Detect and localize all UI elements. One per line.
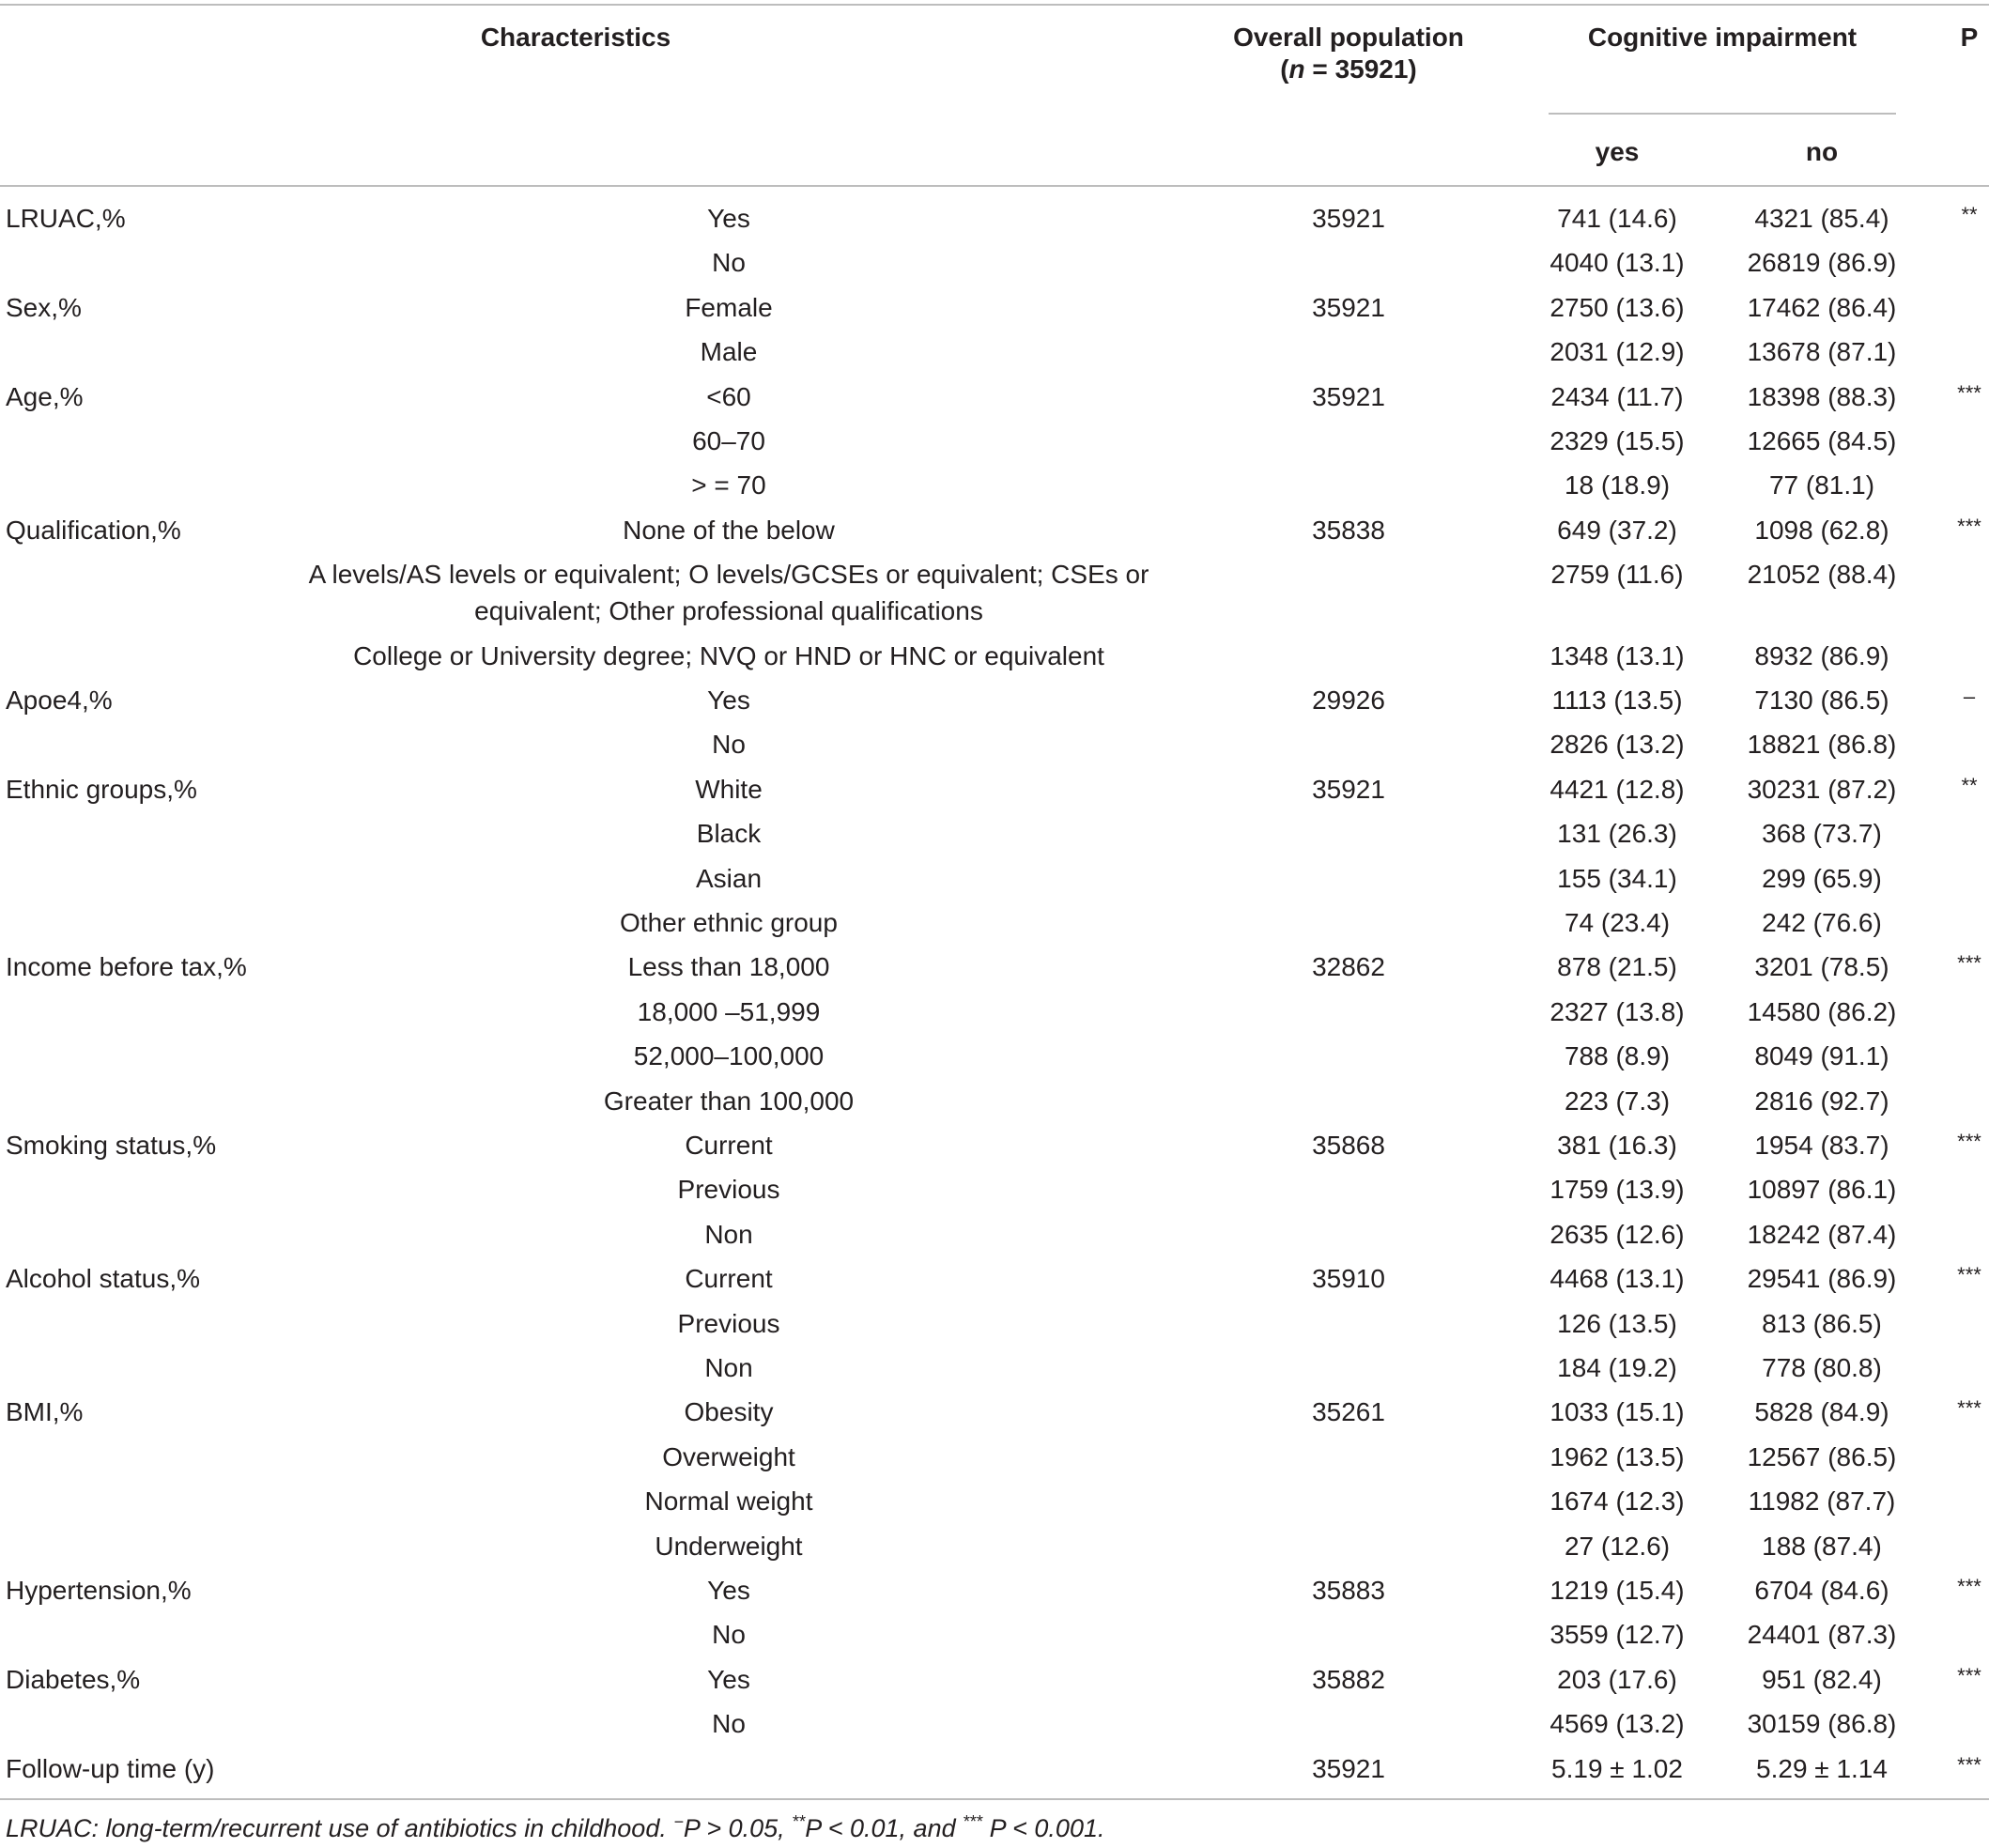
table-footnote <box>6 1812 1104 1844</box>
row-category-label: Current <box>685 1131 773 1160</box>
row-category-label: Current <box>685 1264 773 1293</box>
footnote-text-2: P > 0.05, <box>683 1814 793 1842</box>
row-category-label: Less than 18,000 <box>627 952 830 981</box>
row-category-label: No <box>712 1709 746 1738</box>
row-category-label: Obesity <box>684 1397 774 1426</box>
row-category-label: No <box>712 248 746 277</box>
row-yes-value: 1674 (12.3) <box>1550 1486 1685 1516</box>
row-no-value: 12567 (86.5) <box>1747 1442 1897 1471</box>
row-no-value: 299 (65.9) <box>1762 864 1882 893</box>
row-p-value: *** <box>1957 1664 1981 1687</box>
row-category-label: Non <box>704 1353 753 1382</box>
row-category-label: College or University degree; NVQ or HND or HNC or equivalent <box>353 641 1104 670</box>
row-category-label: Overweight <box>662 1442 795 1471</box>
row-variable-label: Age,% <box>6 382 84 411</box>
row-category-label: Other ethnic group <box>620 908 838 937</box>
row-category-label: 18,000 –51,999 <box>637 997 821 1026</box>
row-no-value: 1954 (83.7) <box>1754 1131 1889 1160</box>
row-p-value: *** <box>1957 1396 1981 1420</box>
row-yes-value: 18 (18.9) <box>1564 470 1671 500</box>
row-p-value: *** <box>1957 1753 1981 1777</box>
footnote-text-4: P < 0.001. <box>982 1814 1105 1842</box>
row-overall-value: 32862 <box>1312 952 1385 981</box>
row-category-label: No <box>712 730 746 759</box>
row-no-value: 18242 (87.4) <box>1747 1220 1897 1249</box>
row-variable-label: Smoking status,% <box>6 1131 217 1160</box>
row-category-label: Black <box>696 819 762 848</box>
row-variable-label: Sex,% <box>6 293 82 322</box>
row-yes-value: 2826 (13.2) <box>1550 730 1685 759</box>
row-overall-value: 35882 <box>1312 1665 1385 1694</box>
row-overall-value: 35921 <box>1312 775 1385 804</box>
row-p-value: ** <box>1961 203 1978 226</box>
header-overall-n-suffix: = 35921) <box>1304 54 1417 84</box>
row-overall-value: 35921 <box>1312 293 1385 322</box>
header-overall-line1: Overall population <box>1233 23 1464 52</box>
row-no-value: 951 (82.4) <box>1762 1665 1882 1694</box>
row-p-value: *** <box>1957 1130 1981 1153</box>
row-category-label: 60–70 <box>692 426 765 455</box>
footnote-text-1: LRUAC: long-term/recurrent use of antibiotics in childhood. <box>6 1814 674 1842</box>
row-overall-value: 35921 <box>1312 382 1385 411</box>
row-yes-value: 1219 (15.4) <box>1550 1576 1685 1605</box>
row-yes-value: 2031 (12.9) <box>1550 337 1685 366</box>
header-overall-population <box>1161 22 1536 85</box>
row-no-value: 6704 (84.6) <box>1754 1576 1889 1605</box>
row-p-value: *** <box>1957 1263 1981 1286</box>
row-no-value: 21052 (88.4) <box>1747 560 1897 589</box>
row-no-value: 8049 (91.1) <box>1754 1041 1889 1070</box>
row-yes-value: 1113 (13.5) <box>1551 685 1683 715</box>
row-category-label: Yes <box>707 1576 750 1605</box>
header-bottom-rule <box>0 185 1989 187</box>
row-yes-value: 4569 (13.2) <box>1550 1709 1685 1738</box>
row-no-value: 813 (86.5) <box>1762 1309 1882 1338</box>
row-category-label: Female <box>685 293 773 322</box>
row-category-label: Normal weight <box>644 1486 813 1516</box>
header-p: P <box>1960 23 1979 52</box>
row-overall-value: 35868 <box>1312 1131 1385 1160</box>
row-p-value: – <box>1963 685 1976 708</box>
table-bottom-rule <box>0 1798 1989 1800</box>
row-yes-value: 1962 (13.5) <box>1550 1442 1685 1471</box>
row-yes-value: 184 (19.2) <box>1557 1353 1677 1382</box>
row-yes-value: 2327 (13.8) <box>1550 997 1685 1026</box>
row-yes-value: 74 (23.4) <box>1564 908 1671 937</box>
footnote-text-3: P < 0.01, and <box>805 1814 964 1842</box>
row-yes-value: 5.19 ± 1.02 <box>1551 1754 1683 1783</box>
row-category-label: Yes <box>707 685 750 715</box>
row-category-label: White <box>695 775 763 804</box>
row-category-label-line2: equivalent; Other professional qualifications <box>474 596 983 625</box>
row-p-value: *** <box>1957 515 1981 538</box>
row-overall-value: 29926 <box>1312 685 1385 715</box>
row-p-value: ** <box>1961 774 1978 797</box>
row-category-label: 52,000–100,000 <box>633 1041 825 1070</box>
row-variable-label: Income before tax,% <box>6 952 247 981</box>
row-yes-value: 1348 (13.1) <box>1550 641 1685 670</box>
header-characteristics: Characteristics <box>480 23 671 52</box>
row-variable-label: Alcohol status,% <box>6 1264 200 1293</box>
row-category-label: Non <box>704 1220 753 1249</box>
row-yes-value: 3559 (12.7) <box>1550 1620 1685 1649</box>
footnote-sup-1: − <box>673 1812 684 1831</box>
header-no: no <box>1805 137 1839 166</box>
row-no-value: 30231 (87.2) <box>1747 775 1897 804</box>
row-variable-label: BMI,% <box>6 1397 84 1426</box>
row-no-value: 11982 (87.7) <box>1748 1486 1896 1516</box>
row-yes-value: 4468 (13.1) <box>1550 1264 1685 1293</box>
row-variable-label: Ethnic groups,% <box>6 775 197 804</box>
row-no-value: 14580 (86.2) <box>1747 997 1897 1026</box>
row-category-label: > = 70 <box>691 470 766 500</box>
row-no-value: 18398 (88.3) <box>1747 382 1897 411</box>
row-no-value: 2816 (92.7) <box>1754 1086 1889 1116</box>
row-no-value: 778 (80.8) <box>1762 1353 1882 1382</box>
row-variable-label: Hypertension,% <box>6 1576 192 1605</box>
row-variable-label: Follow-up time (y) <box>6 1754 215 1783</box>
row-yes-value: 2434 (11.7) <box>1550 382 1684 411</box>
row-yes-value: 741 (14.6) <box>1557 204 1677 233</box>
row-yes-value: 4421 (12.8) <box>1550 775 1685 804</box>
row-no-value: 17462 (86.4) <box>1747 293 1897 322</box>
row-yes-value: 131 (26.3) <box>1557 819 1677 848</box>
row-no-value: 77 (81.1) <box>1768 470 1875 500</box>
row-no-value: 7130 (86.5) <box>1754 685 1889 715</box>
row-no-value: 8932 (86.9) <box>1754 641 1889 670</box>
row-category-label: Yes <box>707 1665 750 1694</box>
row-yes-value: 223 (7.3) <box>1564 1086 1671 1116</box>
footnote-sup-2: ** <box>792 1812 806 1831</box>
row-category-label: Greater than 100,000 <box>603 1086 855 1116</box>
row-yes-value: 27 (12.6) <box>1564 1532 1671 1561</box>
row-category-label: Yes <box>707 204 750 233</box>
row-overall-value: 35883 <box>1312 1576 1385 1605</box>
row-yes-value: 2635 (12.6) <box>1550 1220 1685 1249</box>
row-no-value: 29541 (86.9) <box>1747 1264 1897 1293</box>
row-variable-label: Qualification,% <box>6 516 181 545</box>
row-variable-label: Diabetes,% <box>6 1665 141 1694</box>
row-yes-value: 1033 (15.1) <box>1550 1397 1685 1426</box>
row-no-value: 10897 (86.1) <box>1747 1175 1897 1204</box>
row-no-value: 368 (73.7) <box>1762 819 1882 848</box>
row-no-value: 12665 (84.5) <box>1747 426 1897 455</box>
footnote-sup-3: *** <box>963 1812 983 1831</box>
row-overall-value: 35921 <box>1312 1754 1385 1783</box>
row-overall-value: 35261 <box>1312 1397 1385 1426</box>
row-no-value: 1098 (62.8) <box>1754 516 1889 545</box>
row-category-label: Underweight <box>655 1532 803 1561</box>
row-p-value: *** <box>1957 951 1981 975</box>
row-yes-value: 203 (17.6) <box>1557 1665 1677 1694</box>
header-overall-n <box>1161 54 1536 85</box>
row-yes-value: 788 (8.9) <box>1564 1041 1671 1070</box>
row-category-label: None of the below <box>623 516 835 545</box>
row-no-value: 5828 (84.9) <box>1754 1397 1889 1426</box>
row-category-label: Previous <box>677 1309 780 1338</box>
row-overall-value: 35910 <box>1312 1264 1385 1293</box>
row-category-label: Male <box>700 337 758 366</box>
header-yes: yes <box>1595 137 1640 166</box>
row-variable-label: Apoe4,% <box>6 685 113 715</box>
row-yes-value: 155 (34.1) <box>1557 864 1677 893</box>
header-cognitive-impairment: Cognitive impairment <box>1587 23 1858 52</box>
row-no-value: 4321 (85.4) <box>1754 204 1889 233</box>
header-overall-n-italic: n <box>1288 54 1305 84</box>
row-yes-value: 2750 (13.6) <box>1550 293 1685 322</box>
row-p-value: *** <box>1957 381 1981 405</box>
row-no-value: 5.29 ± 1.14 <box>1756 1754 1888 1783</box>
row-yes-value: 2329 (15.5) <box>1550 426 1685 455</box>
cognitive-subheader-rule <box>1549 113 1896 115</box>
row-yes-value: 4040 (13.1) <box>1550 248 1685 277</box>
row-variable-label: LRUAC,% <box>6 204 126 233</box>
row-no-value: 3201 (78.5) <box>1754 952 1889 981</box>
row-yes-value: 1759 (13.9) <box>1550 1175 1685 1204</box>
row-yes-value: 649 (37.2) <box>1557 516 1677 545</box>
row-no-value: 24401 (87.3) <box>1747 1620 1897 1649</box>
row-yes-value: 878 (21.5) <box>1557 952 1677 981</box>
row-no-value: 13678 (87.1) <box>1747 337 1897 366</box>
row-yes-value: 381 (16.3) <box>1557 1131 1677 1160</box>
row-yes-value: 2759 (11.6) <box>1550 560 1684 589</box>
row-category-label: No <box>712 1620 746 1649</box>
row-category-label: A levels/AS levels or equivalent; O levels/GCSEs or equivalent; CSEs or <box>308 560 1149 589</box>
row-p-value: *** <box>1957 1575 1981 1598</box>
table-top-rule <box>0 4 1989 6</box>
row-category-label: Previous <box>677 1175 780 1204</box>
row-yes-value: 126 (13.5) <box>1557 1309 1677 1338</box>
row-no-value: 26819 (86.9) <box>1747 248 1897 277</box>
row-category-label: Asian <box>695 864 763 893</box>
header-overall-n-prefix: ( <box>1280 54 1289 84</box>
row-overall-value: 35838 <box>1312 516 1385 545</box>
row-overall-value: 35921 <box>1312 204 1385 233</box>
row-no-value: 18821 (86.8) <box>1747 730 1897 759</box>
row-no-value: 242 (76.6) <box>1762 908 1882 937</box>
row-no-value: 30159 (86.8) <box>1747 1709 1897 1738</box>
row-no-value: 188 (87.4) <box>1762 1532 1882 1561</box>
row-category-label: <60 <box>706 382 751 411</box>
